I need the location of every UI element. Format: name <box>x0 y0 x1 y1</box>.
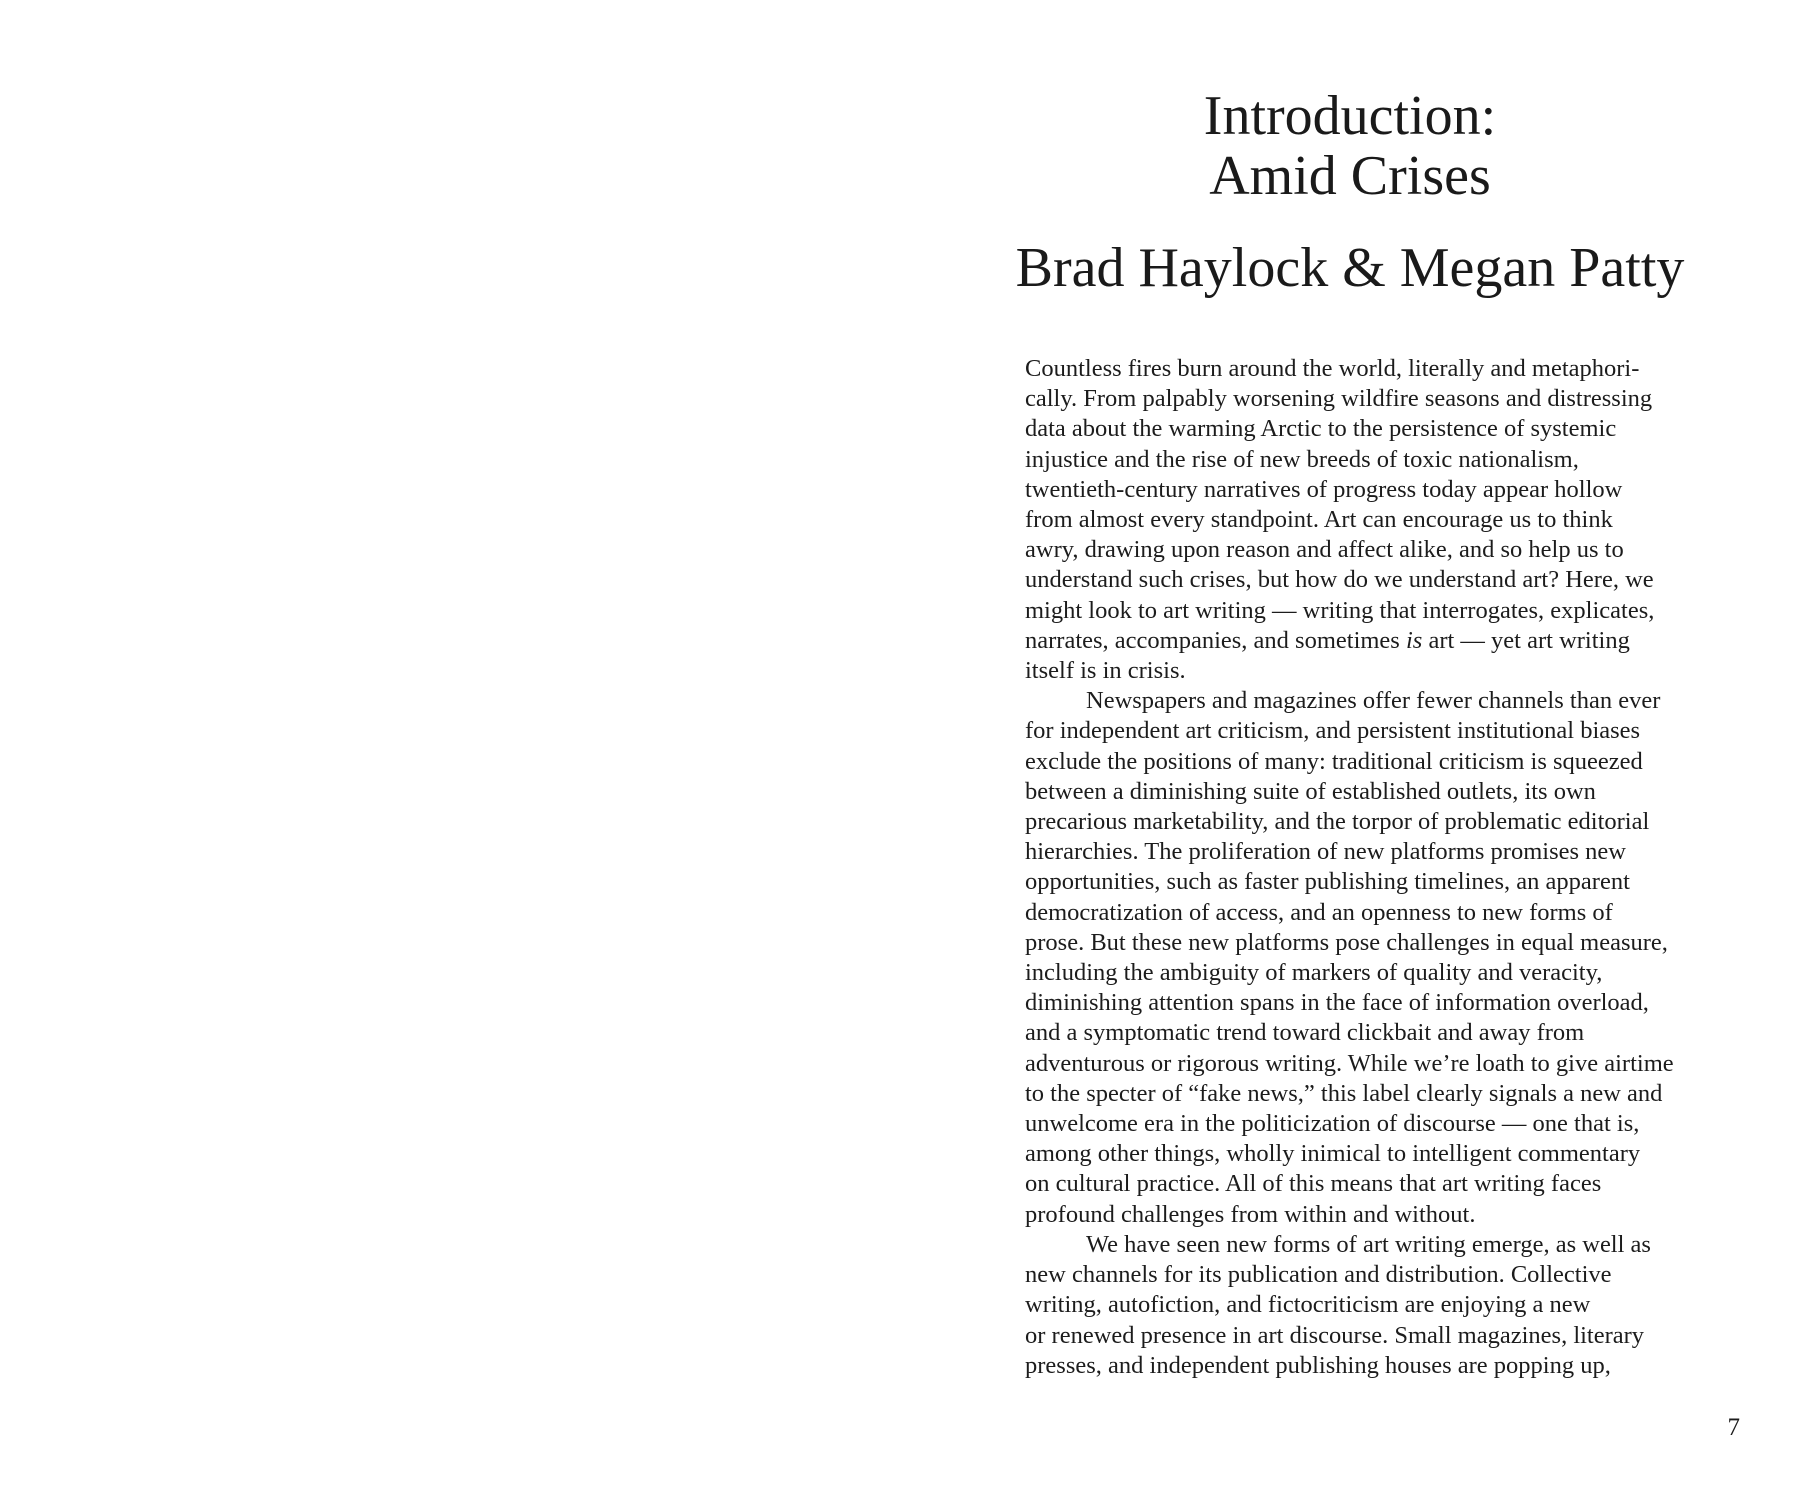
text-line: understand such crises, but how do we understand art? Here, we <box>1025 566 1654 594</box>
text-line: on cultural practice. All of this means that art writing faces <box>1025 1170 1602 1198</box>
chapter-authors: Brad Haylock & Megan Patty <box>1015 237 1685 299</box>
text-line: exclude the positions of many: traditional criticism is squeezed <box>1025 747 1643 775</box>
chapter-title <box>900 86 1800 206</box>
text-line: from almost every standpoint. Art can encourage us to think <box>1025 506 1613 534</box>
text-segment: narrates, accompanies, and sometimes <box>1025 626 1406 654</box>
text-line: hierarchies. The proliferation of new platforms promises new <box>1025 838 1626 866</box>
text-segment: art — yet art writing <box>1422 626 1630 654</box>
text-line: including the ambiguity of markers of quality and veracity, <box>1025 959 1603 987</box>
text-line: awry, drawing upon reason and affect alike, and so help us to <box>1025 536 1624 564</box>
paragraph-2 <box>1025 686 1725 1230</box>
text-line: adventurous or rigorous writing. While we’re loath to give airtime <box>1025 1049 1674 1077</box>
text-line: twentieth-century narratives of progress today appear hollow <box>1025 475 1623 503</box>
text-line: cally. From palpably worsening wildfire seasons and distressing <box>1025 385 1653 413</box>
text-line: injustice and the rise of new breeds of toxic nationalism, <box>1025 445 1579 473</box>
chapter-title-line-2: Amid Crises <box>1209 145 1491 207</box>
text-line: among other things, wholly inimical to intelligent commentary <box>1025 1140 1641 1168</box>
paragraph-1 <box>1025 354 1725 686</box>
italic-emphasis: is <box>1405 626 1423 654</box>
text-line: opportunities, such as faster publishing timelines, an apparent <box>1025 868 1630 896</box>
text-line-with-italic <box>1025 626 1725 656</box>
text-line: precarious marketability, and the torpor of problematic editorial <box>1025 808 1650 836</box>
text-line: for independent art criticism, and persistent institutional biases <box>1025 717 1641 745</box>
text-line: itself is in crisis. <box>1025 657 1186 685</box>
text-line: or renewed presence in art discourse. Small magazines, literary <box>1025 1321 1645 1349</box>
text-line: diminishing attention spans in the face of information overload, <box>1025 989 1649 1017</box>
paragraph-3 <box>1025 1230 1725 1381</box>
text-line: profound challenges from within and without. <box>1025 1200 1476 1228</box>
text-line: democratization of access, and an openness to new forms of <box>1025 898 1613 926</box>
text-line: writing, autofiction, and fictocriticism are enjoying a new <box>1025 1291 1591 1319</box>
text-line: prose. But these new platforms pose challenges in equal measure, <box>1025 928 1668 956</box>
text-line: might look to art writing — writing that interrogates, explicates, <box>1025 596 1655 624</box>
text-line: to the specter of “fake news,” this label clearly signals a new and <box>1025 1079 1663 1107</box>
text-line: data about the warming Arctic to the persistence of systemic <box>1025 415 1617 443</box>
text-line: We have seen new forms of art writing emerge, as well as <box>1086 1230 1651 1258</box>
text-line: new channels for its publication and distribution. Collective <box>1025 1261 1612 1289</box>
right-page <box>900 0 1800 1500</box>
chapter-title-line-1: Introduction: <box>1203 85 1497 147</box>
text-line: between a diminishing suite of established outlets, its own <box>1025 777 1596 805</box>
chapter-body-text <box>1025 354 1725 1381</box>
text-line: Countless fires burn around the world, literally and metaphori- <box>1025 355 1640 382</box>
text-line: and a symptomatic trend toward clickbait and away from <box>1025 1019 1585 1047</box>
text-line: Newspapers and magazines offer fewer channels than ever <box>1086 687 1661 715</box>
page-number: 7 <box>1727 1414 1740 1441</box>
text-line: unwelcome era in the politicization of discourse — one that is, <box>1025 1110 1640 1138</box>
text-line: presses, and independent publishing houses are popping up, <box>1025 1351 1611 1379</box>
